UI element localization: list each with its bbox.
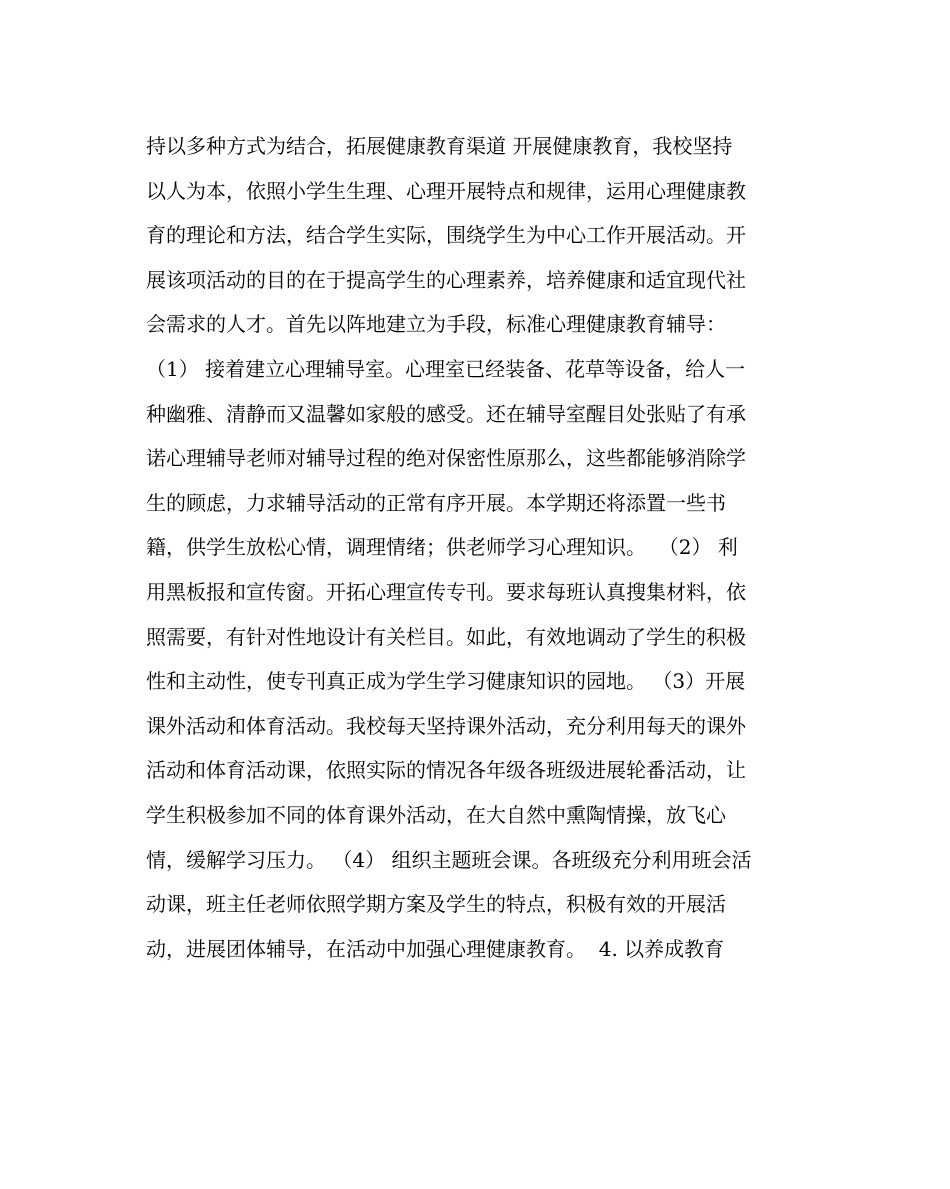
text-line-19: 动，进展团体辅导，在活动中加强心理健康教育。 4. 以养成教育 <box>146 936 725 961</box>
body-text <box>146 124 806 971</box>
text-line-6: （1） 接着建立心理辅导室。心理室已经装备、花草等设备，给人一 <box>146 356 746 381</box>
text-line-14: 课外活动和体育活动。我校每天坚持课外活动，充分利用每天的课外 <box>146 713 746 738</box>
text-line-5: 会需求的人才。首先以阵地建立为手段，标准心理健康教育辅导： <box>146 312 726 337</box>
text-line-16: 学生积极参加不同的体育课外活动，在大自然中熏陶情操，放飞心 <box>146 802 726 827</box>
text-line-3: 育的理论和方法，结合学生实际，围绕学生为中心工作开展活动。开 <box>146 223 746 248</box>
text-line-9: 生的顾虑，力求辅导活动的正常有序开展。本学期还将添置一些书 <box>146 490 726 515</box>
text-line-12: 照需要，有针对性地设计有关栏目。如此，有效地调动了学生的积极 <box>146 624 746 649</box>
text-line-4: 展该项活动的目的在于提高学生的心理素养，培养健康和适宜现代社 <box>146 267 746 292</box>
text-line-11: 用黑板报和宣传窗。开拓心理宣传专刊。要求每班认真搜集材料，依 <box>146 579 746 604</box>
text-line-10: 籍，供学生放松心情，调理情绪；供老师学习心理知识。 （2） 利 <box>146 535 738 560</box>
text-line-1: 持以多种方式为结合，拓展健康教育渠道 开展健康教育，我校坚持 <box>146 134 733 158</box>
text-line-17: 情，缓解学习压力。 （4） 组织主题班会课。各班级充分利用班会活 <box>146 847 752 872</box>
text-line-8: 诺心理辅导老师对辅导过程的绝对保密性原那么，这些都能够消除学 <box>146 446 746 471</box>
text-line-2: 以人为本，依照小学生生理、心理开展特点和规律，运用心理健康教 <box>146 178 746 203</box>
text-line-18: 动课，班主任老师依照学期方案及学生的特点，积极有效的开展活 <box>146 892 726 917</box>
text-line-15: 活动和体育活动课，依照实际的情况各年级各班级进展轮番活动，让 <box>146 758 746 783</box>
text-line-7: 种幽雅、清静而又温馨如家般的感受。还在辅导室醒目处张贴了有承 <box>146 401 746 426</box>
text-line-13: 性和主动性，使专刊真正成为学生学习健康知识的园地。 （3）开展 <box>146 669 746 694</box>
